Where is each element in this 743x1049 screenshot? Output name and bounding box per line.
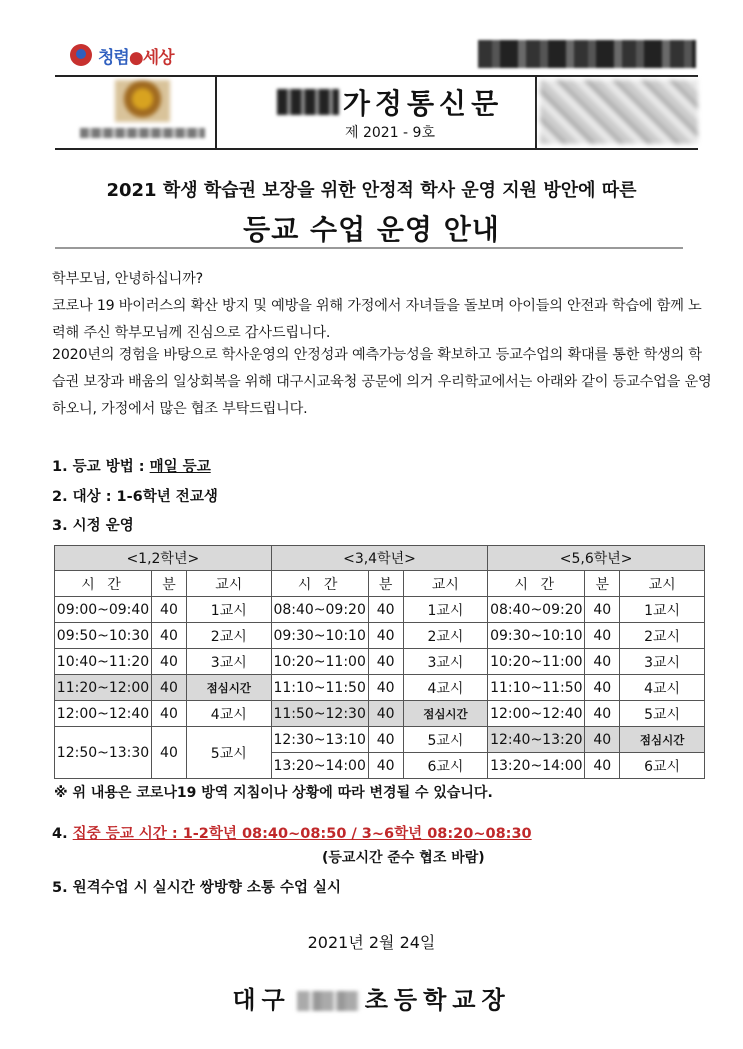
item-3: 3. 시정 운영 <box>52 518 134 534</box>
cell-period: 1교시 <box>620 597 705 623</box>
table-row <box>55 623 705 649</box>
cell-minutes: 40 <box>585 675 620 701</box>
redacted-school-name <box>277 89 339 115</box>
cell-time: 08:40~09:20 <box>488 597 585 623</box>
cell-time: 10:40~11:20 <box>55 649 152 675</box>
cell-time: 12:00~12:40 <box>55 701 152 727</box>
cell-minutes: 40 <box>368 649 403 675</box>
cell-time: 10:20~11:00 <box>488 649 585 675</box>
redacted-school-emblem <box>80 80 205 140</box>
item-1 <box>52 455 211 476</box>
item-5: 5. 원격수업 시 실시간 쌍방향 소통 수업 실시 <box>52 880 342 896</box>
cell-period: 3교시 <box>620 649 705 675</box>
cell-time: 12:00~12:40 <box>488 701 585 727</box>
item-1-label: 1. 등교 방법 : <box>52 459 150 475</box>
header-divider-left <box>215 75 217 150</box>
logo-text-a: 청렴 <box>98 47 129 68</box>
group-header-5-6: <5,6학년> <box>488 546 705 571</box>
header-top-rule <box>55 75 698 77</box>
paragraph-thanks: 코로나 19 바이러스의 확산 방지 및 예방을 위해 가정에서 자녀들을 돌보며 아이들의 안전과 학습에 함께 노력해 주신 학부모님께 진심으로 감사드립니다. <box>52 298 702 341</box>
item-4-value: 집중 등교 시간 : 1-2학년 08:40~08:50 / 3~6학년 08:20~08:30 <box>72 826 532 842</box>
col-minutes: 분 <box>585 571 620 597</box>
cell-time: 11:10~11:50 <box>488 675 585 701</box>
cell-minutes: 40 <box>368 727 403 753</box>
item-4-note: (등교시간 준수 협조 바람) <box>322 850 485 866</box>
col-minutes: 분 <box>368 571 403 597</box>
col-time: 시 간 <box>55 571 152 597</box>
cell-minutes: 40 <box>585 649 620 675</box>
cell-minutes: 40 <box>585 623 620 649</box>
cell-time: 12:50~13:30 <box>55 727 152 779</box>
cell-minutes: 40 <box>151 727 186 779</box>
signature-title: 초등학교장 <box>364 986 511 1014</box>
logo-text-b: 세상 <box>142 47 174 68</box>
table-row <box>55 675 705 701</box>
cell-minutes: 40 <box>585 753 620 779</box>
redacted-school-name <box>297 991 359 1011</box>
item-1-value: 매일 등교 <box>149 459 211 475</box>
item-2: 2. 대상 : 1-6학년 전교생 <box>52 489 218 505</box>
signature-city: 대구 <box>232 986 291 1014</box>
col-time: 시 간 <box>271 571 368 597</box>
document-title: 등교 수업 운영 안내 <box>243 213 500 246</box>
cell-minutes: 40 <box>368 701 403 727</box>
cell-time: 11:20~12:00 <box>55 675 152 701</box>
cell-minutes: 40 <box>151 701 186 727</box>
group-header-3-4: <3,4학년> <box>271 546 488 571</box>
cell-minutes: 40 <box>151 597 186 623</box>
title-divider <box>55 247 683 249</box>
cell-time: 08:40~09:20 <box>271 597 368 623</box>
col-minutes: 분 <box>151 571 186 597</box>
cell-time: 09:30~10:10 <box>488 623 585 649</box>
table-row <box>55 649 705 675</box>
item-4 <box>52 822 532 843</box>
cell-period: 6교시 <box>403 753 488 779</box>
header-bottom-rule <box>55 148 698 150</box>
cell-time: 12:30~13:10 <box>271 727 368 753</box>
cell-minutes: 40 <box>368 753 403 779</box>
cell-period: 2교시 <box>620 623 705 649</box>
cell-period: 4교시 <box>186 701 271 727</box>
cell-lunch: 점심시간 <box>620 727 705 753</box>
cell-minutes: 40 <box>151 623 186 649</box>
header-divider-right <box>535 75 537 150</box>
cell-period: 3교시 <box>403 649 488 675</box>
cell-time: 09:50~10:30 <box>55 623 152 649</box>
newsletter-title-text: 가정통신문 <box>342 87 504 120</box>
cell-time: 10:20~11:00 <box>271 649 368 675</box>
schedule-table <box>54 545 705 779</box>
logo-circle-mark: ● <box>128 47 143 68</box>
cell-minutes: 40 <box>585 701 620 727</box>
cell-minutes: 40 <box>368 623 403 649</box>
paragraph-notice: 2020년의 경험을 바탕으로 학사운영의 안정성과 예측가능성을 확보하고 등교수업의 확대를 통한 학생의 학습권 보장과 배움의 일상회복을 위해 대구시교육청 공문에 의거 우리학교에서는 아래와 같이 등교수업을 운영하오니, 가정에서 많은 협조 부탁드립니다. <box>52 347 712 417</box>
table-column-row <box>55 571 705 597</box>
cell-time: 11:50~12:30 <box>271 701 368 727</box>
document-subtitle: 2021 학생 학습권 보장을 위한 안정적 학사 운영 지원 방안에 따른 <box>106 180 637 201</box>
redacted-slogan <box>478 40 696 68</box>
cell-period: 1교시 <box>186 597 271 623</box>
cell-minutes: 40 <box>585 727 620 753</box>
item-4-label: 4. <box>52 826 73 842</box>
col-period: 교시 <box>620 571 705 597</box>
cell-minutes: 40 <box>151 675 186 701</box>
cell-period: 2교시 <box>186 623 271 649</box>
principal-signature <box>0 980 743 1015</box>
cell-period: 5교시 <box>403 727 488 753</box>
table-row <box>55 701 705 727</box>
cell-period: 5교시 <box>186 727 271 779</box>
cell-time: 09:00~09:40 <box>55 597 152 623</box>
cell-time: 09:30~10:10 <box>271 623 368 649</box>
logo-emblem-icon <box>70 44 92 66</box>
cell-period: 4교시 <box>620 675 705 701</box>
cell-period: 5교시 <box>620 701 705 727</box>
cell-period: 3교시 <box>186 649 271 675</box>
cell-time: 13:20~14:00 <box>488 753 585 779</box>
cell-minutes: 40 <box>151 649 186 675</box>
table-group-row <box>55 546 705 571</box>
cell-time: 11:10~11:50 <box>271 675 368 701</box>
cell-period: 1교시 <box>403 597 488 623</box>
cell-period: 2교시 <box>403 623 488 649</box>
redacted-qr-image <box>540 80 698 144</box>
col-time: 시 간 <box>488 571 585 597</box>
group-header-1-2: <1,2학년> <box>55 546 272 571</box>
col-period: 교시 <box>186 571 271 597</box>
cell-lunch: 점심시간 <box>186 675 271 701</box>
cell-minutes: 40 <box>585 597 620 623</box>
school-logo <box>70 40 174 70</box>
newsletter-title <box>255 82 525 122</box>
cell-period: 4교시 <box>403 675 488 701</box>
document-date: 2021년 2월 24일 <box>307 933 436 952</box>
issue-number: 제 2021 - 9호 <box>345 125 435 141</box>
cell-minutes: 40 <box>368 597 403 623</box>
table-row <box>55 727 705 753</box>
cell-time: 12:40~13:20 <box>488 727 585 753</box>
change-notice: ※ 위 내용은 코로나19 방역 지침이나 상황에 따라 변경될 수 있습니다. <box>54 785 493 801</box>
cell-period: 6교시 <box>620 753 705 779</box>
cell-time: 13:20~14:00 <box>271 753 368 779</box>
greeting: 학부모님, 안녕하십니까? <box>52 271 204 287</box>
cell-lunch: 점심시간 <box>403 701 488 727</box>
table-row <box>55 597 705 623</box>
col-period: 교시 <box>403 571 488 597</box>
cell-minutes: 40 <box>368 675 403 701</box>
